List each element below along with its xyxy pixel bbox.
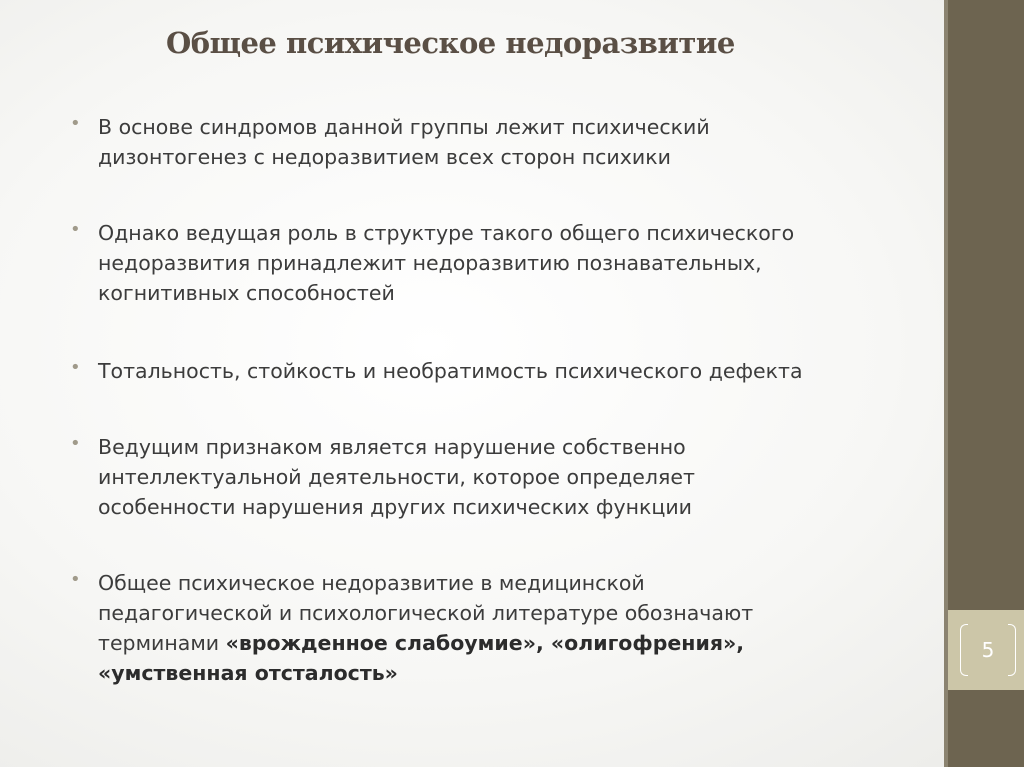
term-separator: , <box>736 631 745 655</box>
bullet-line: особенности нарушения других психических функции <box>98 495 692 519</box>
bullet-dot-icon: • <box>70 357 81 378</box>
bullet-text <box>98 218 878 308</box>
term-oligophrenia: «олигофрения» <box>550 631 737 655</box>
bullet-line: когнитивных способностей <box>98 281 395 305</box>
bullet-line: дизонтогенез с недоразвитием всех сторон психики <box>98 145 671 169</box>
slide-title: Общее психическое недоразвитие <box>166 26 735 60</box>
bullet-line: педагогической и психологической литературе обозначают <box>98 601 754 625</box>
bullet-dot-icon: • <box>70 433 81 454</box>
bullet-line-prefix: терминами <box>98 631 226 655</box>
bullet-line: Однако ведущая роль в структуре такого общего психического <box>98 221 795 245</box>
bullet-text <box>98 112 878 172</box>
page-number: 5 <box>981 638 995 662</box>
bullet-line: недоразвития принадлежит недоразвитию познавательных, <box>98 251 762 275</box>
bullet-dot-icon: • <box>70 219 81 240</box>
bullet-line: Тотальность, стойкость и необратимость психического дефекта <box>98 359 803 383</box>
bullet-line: Ведущим признаком является нарушение собственно <box>98 435 686 459</box>
term-mental-retardation: «умственная отсталость» <box>98 661 398 685</box>
bullet-text <box>98 568 878 688</box>
bullet-text <box>98 432 878 522</box>
bullet-line: интеллектуальной деятельности, которое определяет <box>98 465 695 489</box>
bullet-dot-icon: • <box>70 113 81 134</box>
bullet-line: Общее психическое недоразвитие в медицинской <box>98 571 645 595</box>
page-number-frame <box>960 624 1016 676</box>
bullet-line: В основе синдромов данной группы лежит психический <box>98 115 710 139</box>
term-congenital-dementia: «врожденное слабоумие» <box>225 631 536 655</box>
bullet-dot-icon: • <box>70 569 81 590</box>
term-separator: , <box>535 631 551 655</box>
bullet-text <box>98 356 878 386</box>
